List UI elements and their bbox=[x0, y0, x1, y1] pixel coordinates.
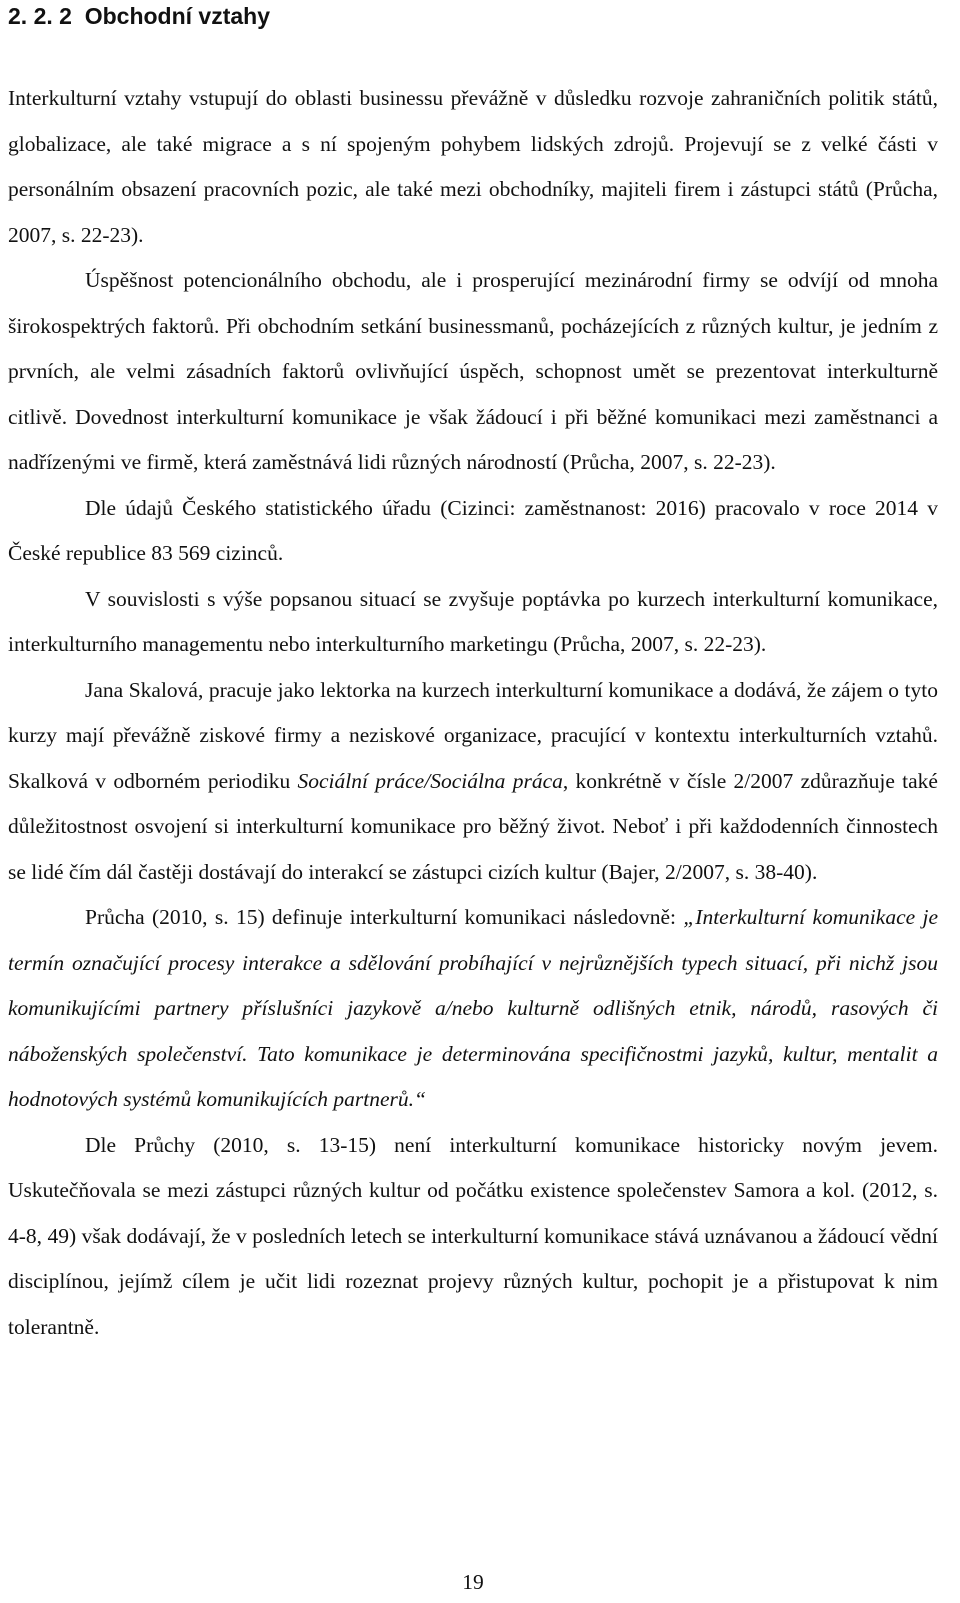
paragraph-6 bbox=[8, 895, 938, 1123]
paragraph-text: Dle údajů Českého statistického úřadu (Cizinci: zaměstnanost: 2016) pracovalo v roce 2014 v České republice 83 569 cizinců. bbox=[8, 495, 938, 565]
paragraph-text: Průcha (2010, s. 15) definuje interkulturní komunikaci následovně: bbox=[85, 905, 684, 929]
section-number: 2. 2. 2 bbox=[8, 3, 72, 29]
paragraph-text: Jana Skalová, pracuje jako lektorka na kurzech interkulturní komunikace a dodává, že zájem o tyto kurzy mají převážně ziskové firmy a neziskové organizace, pracující v kontextu interkulturních vztahů. Skalková v odborném periodiku bbox=[8, 677, 938, 793]
paragraph-7 bbox=[8, 1123, 938, 1351]
section-title: Obchodní vztahy bbox=[84, 3, 271, 29]
document-page bbox=[8, 0, 938, 1594]
paragraph-text: Úspěšnost potencionálního obchodu, ale i prosperující mezinárodní firmy se odvíjí od mnoha širokospektrých faktorů. Při obchodním setkání businessmanů, pocházejících z různých kultur, je jedním z prvních, ale velmi zásadních faktorů ovlivňující úspěch, schopnost umět se prezentovat interkulturně citlivě. Dovednost interkulturní komunikace je však žádoucí i při běžné komunikaci mezi zaměstnanci a nadřízenými ve firmě, která zaměstnává lidi různých národností (Průcha, 2007, s. 22-23). bbox=[8, 268, 938, 474]
paragraph-4 bbox=[8, 577, 938, 668]
section-heading bbox=[8, 0, 938, 34]
paragraph-text: V souvislosti s výše popsanou situací se zvyšuje poptávka po kurzech interkulturní komunikace, interkulturního managementu nebo interkulturního marketingu (Průcha, 2007, s. 22-23). bbox=[8, 586, 938, 656]
paragraph-1 bbox=[8, 76, 938, 258]
page-number: 19 bbox=[462, 1570, 484, 1594]
paragraph-3 bbox=[8, 486, 938, 577]
paragraph-text: Interkulturní vztahy vstupují do oblasti businessu převážně v důsledku rozvoje zahraničních politik států, globalizace, ale také migrace a s ní spojeným pohybem lidských zdrojů. Projevují se z velké části v personálním obsazení pracovních pozic, ale také mezi obchodníky, majiteli firem i zástupci států (Průcha, 2007, s. 22-23). bbox=[8, 86, 938, 247]
paragraph-text: , konkrétně v čísle 2/2007 zdůrazňuje také důležitostnost osvojení si interkulturní komunikace pro běžný život. Neboť i při každodenních činnostech se lidé čím dál častěji dostávají do interakcí se zástupci cizích kultur (Bajer, 2/2007, s. 38-40). bbox=[8, 768, 938, 884]
paragraph-text: Dle Průchy (2010, s. 13-15) není interkulturní komunikace historicky novým jevem. Uskutečňovala se mezi zástupci různých kultur od počátku existence společenstev Samora a kol. (2012, s. 4-8, 49) však dodávají, že v posledních letech se interkulturní komunikace stává uznávanou a žádoucí vědní disciplínou, jejímž cílem je učit lidi rozeznat projevy různých kultur, pochopit je a přistupovat k nim tolerantně. bbox=[8, 1132, 938, 1339]
paragraph-5 bbox=[8, 668, 938, 896]
paragraph-2 bbox=[8, 258, 938, 486]
journal-title: Sociální práce/Sociálna práca bbox=[297, 768, 563, 793]
definition-quote: „Interkulturní komunikace je termín označující procesy interakce a sdělování probíhající v nejrůznějších typech situací, při nichž jsou komunikujícími partnery příslušníci jazykově a/nebo kulturně odlišných etnik, národů, rasových či náboženských společenství. Tato komunikace je determinována specifičnostmi jazyků, kultur, mentalit a hodnotových systémů komunikujících partnerů.“ bbox=[8, 905, 938, 1111]
